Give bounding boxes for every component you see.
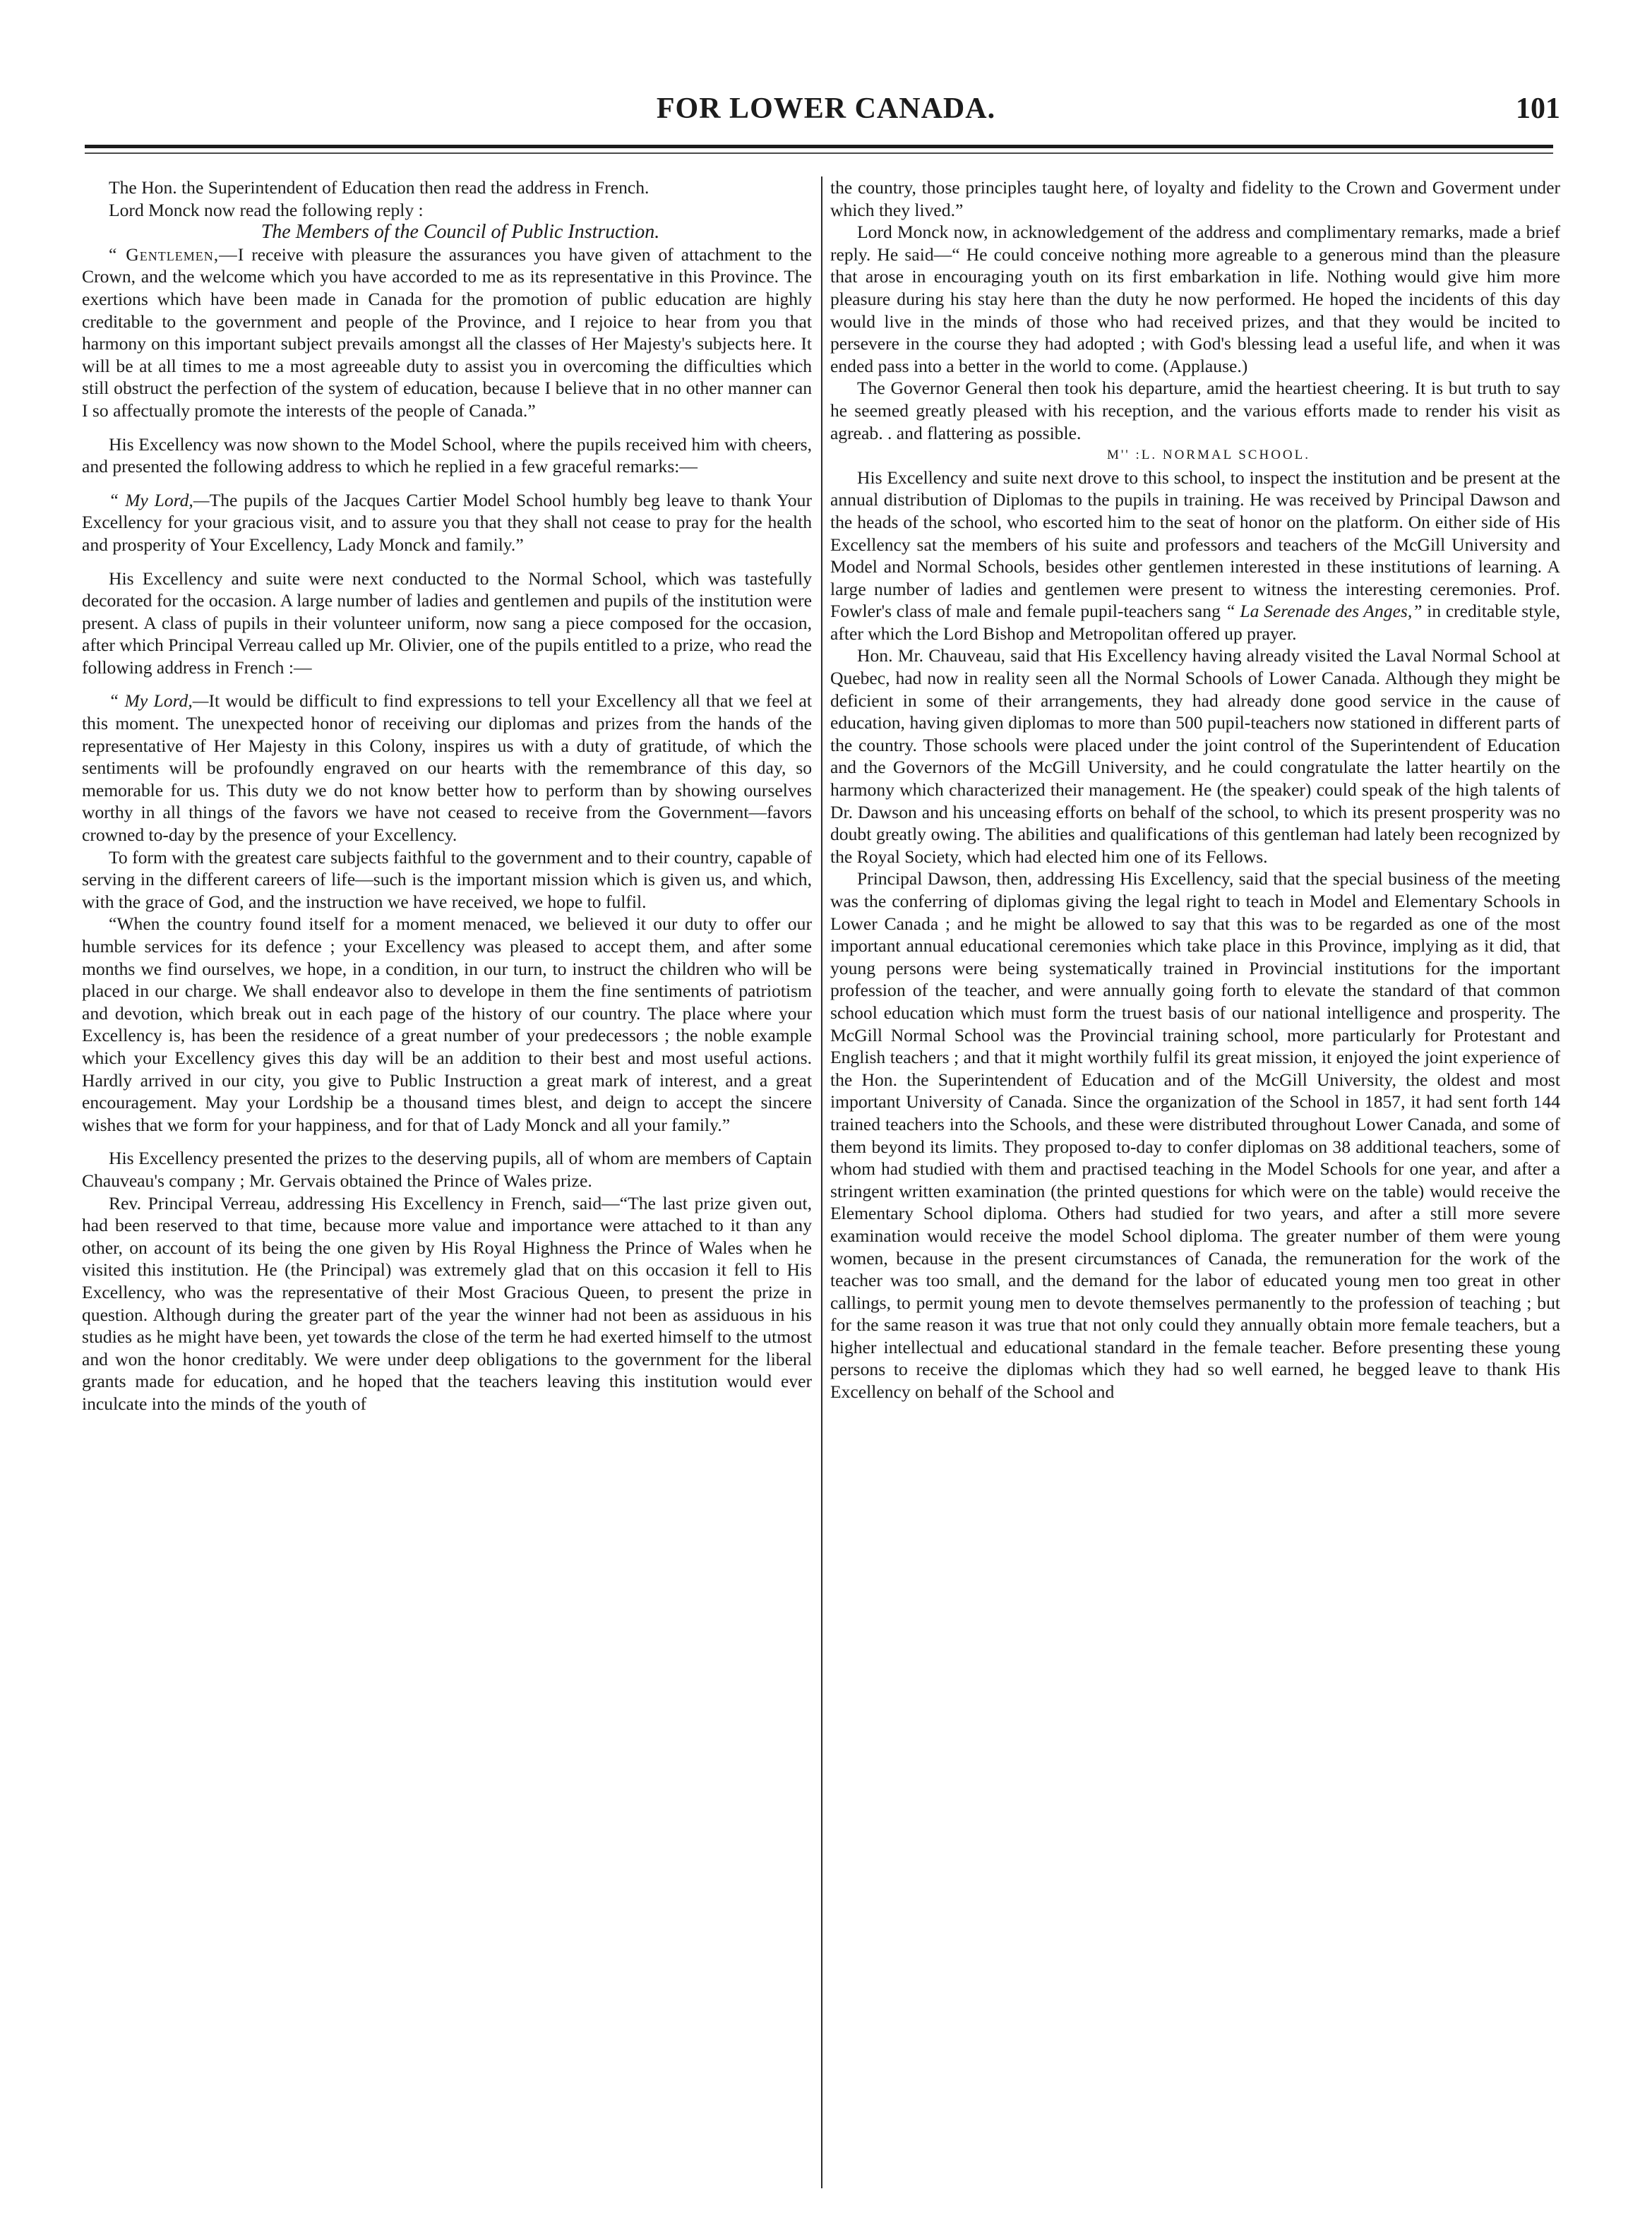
paragraph: To form with the greatest care subjects faithful to the government and to their country, capable of serving in the different careers of life—such is the important mission which is given us, and which, with the grace of God, and the instruction we have received, we hope to fulfil. — [82, 846, 812, 912]
left-column — [82, 176, 812, 2209]
section-heading: M'' :L. NORMAL SCHOOL. — [1106, 448, 1311, 463]
paragraph: “When the country found itself for a moment menaced, we believed it our duty to offer our humble services for its defence ; your Excellency was pleased to accept them, and after some months we find ourselves, we hope, in a condition, in our turn, to instruct the children who will be placed in our charge. We shall endeavor also to develope in them the fine sentiments of patriotism and devotion, which break out in each page of the history of our country. The place where your Excellency is, has been the residence of a great number of your predecessors ; the noble example which your Excellency gives this day will be an addition to their best and most useful actions. Hardly arrived in our city, you give to Public Instruction a great mark of interest, and a great encouragement. May your Lordship be a thousand times blest, and deign to accept the sincere wishes that we form for your happiness, and for that of Lady Monck and all your family.” — [82, 913, 812, 1135]
paragraph: the country, those principles taught here, of loyalty and fidelity to the Crown and Goverment under which they lived.” — [830, 177, 1560, 220]
paragraph: Hon. Mr. Chauveau, said that His Excellency having already visited the Laval Normal School at Quebec, had now in reality seen all the Normal Schools of Lower Canada. Although they might be deficient in some of their arrangements, they had already done good service in the cause of education, having given diplomas to more than 500 pupil-teachers now stationed in different parts of the country. Those schools were placed under the joint control of the Superintendent of Education and the Governors of the McGill University, and he could congratulate the latter heartily on the harmony which characterized their management. He (the speaker) could speak of the high talents of Dr. Dawson and his unceasing efforts on behalf of the school, to which its present prosperity was no doubt greatly owing. The abilities and qualifications of this gentleman had lately been recognized by the Royal Society, which had elected him one of its Fellows. — [830, 645, 1560, 867]
paragraph: The Hon. the Superintendent of Education then read the address in French. — [109, 177, 650, 198]
paragraph-text: I receive with pleasure the assurances you have given of attachment to the Crown, and the welcome which you have accorded to me as its representative in this Province. The exertions which have been made in Canada for the promotion of public education are highly creditable to the government and people of the Province, and I rejoice to hear from you that harmony on this important subject prevails amongst all the classes of Her Majesty's subjects here. It will be at all times to me a most agreeable duty to assist you in overcoming the difficulties which still obstruct the perfection of the system of education, because I believe that in no other manner can I so affectually promote the interests of the people of Canada.” — [82, 244, 812, 421]
salutation: “ Gentlemen,— — [109, 244, 238, 265]
paragraph-text: in creditable style, after which the Lord Bishop and Metropolitan offered up prayer. — [830, 601, 1560, 644]
paragraph: Rev. Principal Verreau, addressing His Excellency in French, said—“The last prize given out, had been reserved to that time, because more value and importance were attached to it than any other, on account of its being the one given by His Royal Highness the Prince of Wales when he visited this institution. He (the Principal) was extremely glad that on this occasion it fell to His Excellency, who was the representative of their Most Gracious Queen, to present the prize in question. Although during the greater part of the year the winner had not been as assiduous in his studies as he might have been, yet towards the close of the term he had exerted himself to the utmost and won the honor creditably. We were under deep obligations to the government for the liberal grants made for education, and he hoped that the teachers leaving this institution would ever inculcate into the minds of the youth of — [82, 1192, 812, 1414]
paragraph — [82, 489, 812, 556]
running-header — [85, 86, 1567, 143]
reply-heading: The Members of the Council of Public Instruction. — [261, 221, 660, 244]
paragraph: The Governor General then took his departure, amid the heartiest cheering. It is but truth to say he seemed greatly pleased with his reception, and the various efforts made to render his visit as agreab. . and flattering as possible. — [830, 378, 1560, 443]
column-divider — [821, 176, 822, 2188]
page-number: 101 — [1516, 92, 1560, 125]
paragraph: His Excellency and suite were next conducted to the Normal School, which was tastefully decorated for the occasion. A large number of ladies and gentlemen and pupils of the institution were present. A class of pupils in their volunteer uniform, now sang a piece composed for the occasion, after which Principal Verreau called up Mr. Olivier, one of the pupils entitled to a prize, who read the following address in French :— — [82, 568, 812, 678]
salutation: “ My Lord,— — [109, 690, 209, 712]
paragraph-text: It would be difficult to find expressions to tell your Excellency all that we feel at this moment. The unexpected honor of receiving our diplomas and prizes from the hands of the representative of Her Majesty in this Colony, inspires us with a duty of gratitude, of which the sentiments will be profoundly engraved on our hearts with the remembrance of this day, so memorable for us. This duty we do not know better how to perform than by showing ourselves worthy in all things of the favors we have not ceased to receive from the Government—favors crowned to-day by the presence of your Excellency. — [82, 690, 812, 846]
paragraph: Principal Dawson, then, addressing His Excellency, said that the special business of the meeting was the conferring of diplomas giving the legal right to teach in Model and Elementary Schools in Lower Canada ; and he might be allowed to say that this was to be regarded as one of the most important annual educational ceremonies which take place in this Province, implying as it did, that young persons were being systematically trained in Provincial institutions for the important profession of the teacher, and were annually going forth to elevate the standard of that common school education which must form the truest basis of our national intelligence and prosperity. The McGill Normal School was the Provincial training school, more particularly for Protestant and English teachers ; and that it might worthily fulfil its great mission, it enjoyed the joint experience of the Hon. the Superintendent of Education and of the McGill University, the oldest and most important University of Canada. Since the organization of the School in 1857, it had sent forth 144 trained teachers into the Schools, and these were distributed throughout Lower Canada, and some of them beyond its limits. They proposed to-day to confer diplomas on 38 additional teachers, some of whom had studied with them and practised teaching in the Model Schools for one year, and after a stringent written examination (the printed questions for which were on the table) would receive the Elementary School diploma. Others had studied for two years, and after a still more severe examination would receive the model School diploma. The greater number of them were young women, because in the present circumstances of Canada, the remuneration for the work of the teacher was too small, and the demand for the labor of educated young men too great in other callings, to permit young men to devote themselves permanently to the profession of teaching ; but for the same reason it was true that not only could they annually obtain more female teachers, but a higher intellectual and educational standard in the female teacher. Before presenting these young persons to receive the diplomas which they had so well earned, he begged leave to thank His Excellency on behalf of the School and — [830, 868, 1560, 1403]
header-rule-thin — [85, 152, 1553, 154]
song-title: “ La Serenade des Anges,” — [1225, 601, 1423, 622]
salutation: “ My Lord,— — [109, 489, 210, 510]
paragraph-text: His Excellency and suite next drove to this school, to inspect the institution and be present at the annual distribution of Diplomas to the pupils in training. He was received by Principal Dawson and the heads of the school, who escorted him to the seat of honor on the platform. On either side of His Excellency sat the members of his suite and professors and teachers of the McGill University and Model and Normal Schools, besides other gentlemen interested in these institutions of learning. A large number of ladies and gentlemen were present to witness the interesting ceremonies. Prof. Fowler's class of male and female pupil-teachers sang — [830, 467, 1560, 622]
paragraph: Lord Monck now, in acknowledgement of the address and complimentary remarks, made a brief reply. He said—“ He could conceive nothing more agreable to a generous mind than the pleasure that arose in encouraging youth on its first embarkation in life. Nothing would give him more pleasure during his stay here than the duty he now performed. He hoped the incidents of this day would live in the minds of those who had received prizes, and that they would be incited to persevere in the course they had adopted ; with God's blessing lead a useful life, and when it was ended pass into a better in the world to come. (Applause.) — [830, 222, 1560, 376]
paragraph — [830, 467, 1560, 645]
paragraph — [82, 690, 812, 846]
paragraph: His Excellency was now shown to the Model School, where the pupils received him with cheers, and presented the following address to which he replied in a few graceful remarks:— — [82, 433, 812, 477]
paragraph: His Excellency presented the prizes to the deserving pupils, all of whom are members of Captain Chauveau's company ; Mr. Gervais obtained the Prince of Wales prize. — [82, 1148, 812, 1191]
running-title: FOR LOWER CANADA. — [656, 92, 996, 125]
right-column — [830, 176, 1560, 2209]
header-rule — [85, 145, 1553, 148]
paragraph-text: The pupils of the Jacques Cartier Model School humbly beg leave to thank Your Excellency for your gracious visit, and to assure you that they shall not cease to pray for the health and prosperity of Your Excellency, Lady Monck and family.” — [82, 489, 812, 555]
paragraph: Lord Monck now read the following reply : — [109, 199, 424, 220]
paragraph — [82, 244, 812, 422]
